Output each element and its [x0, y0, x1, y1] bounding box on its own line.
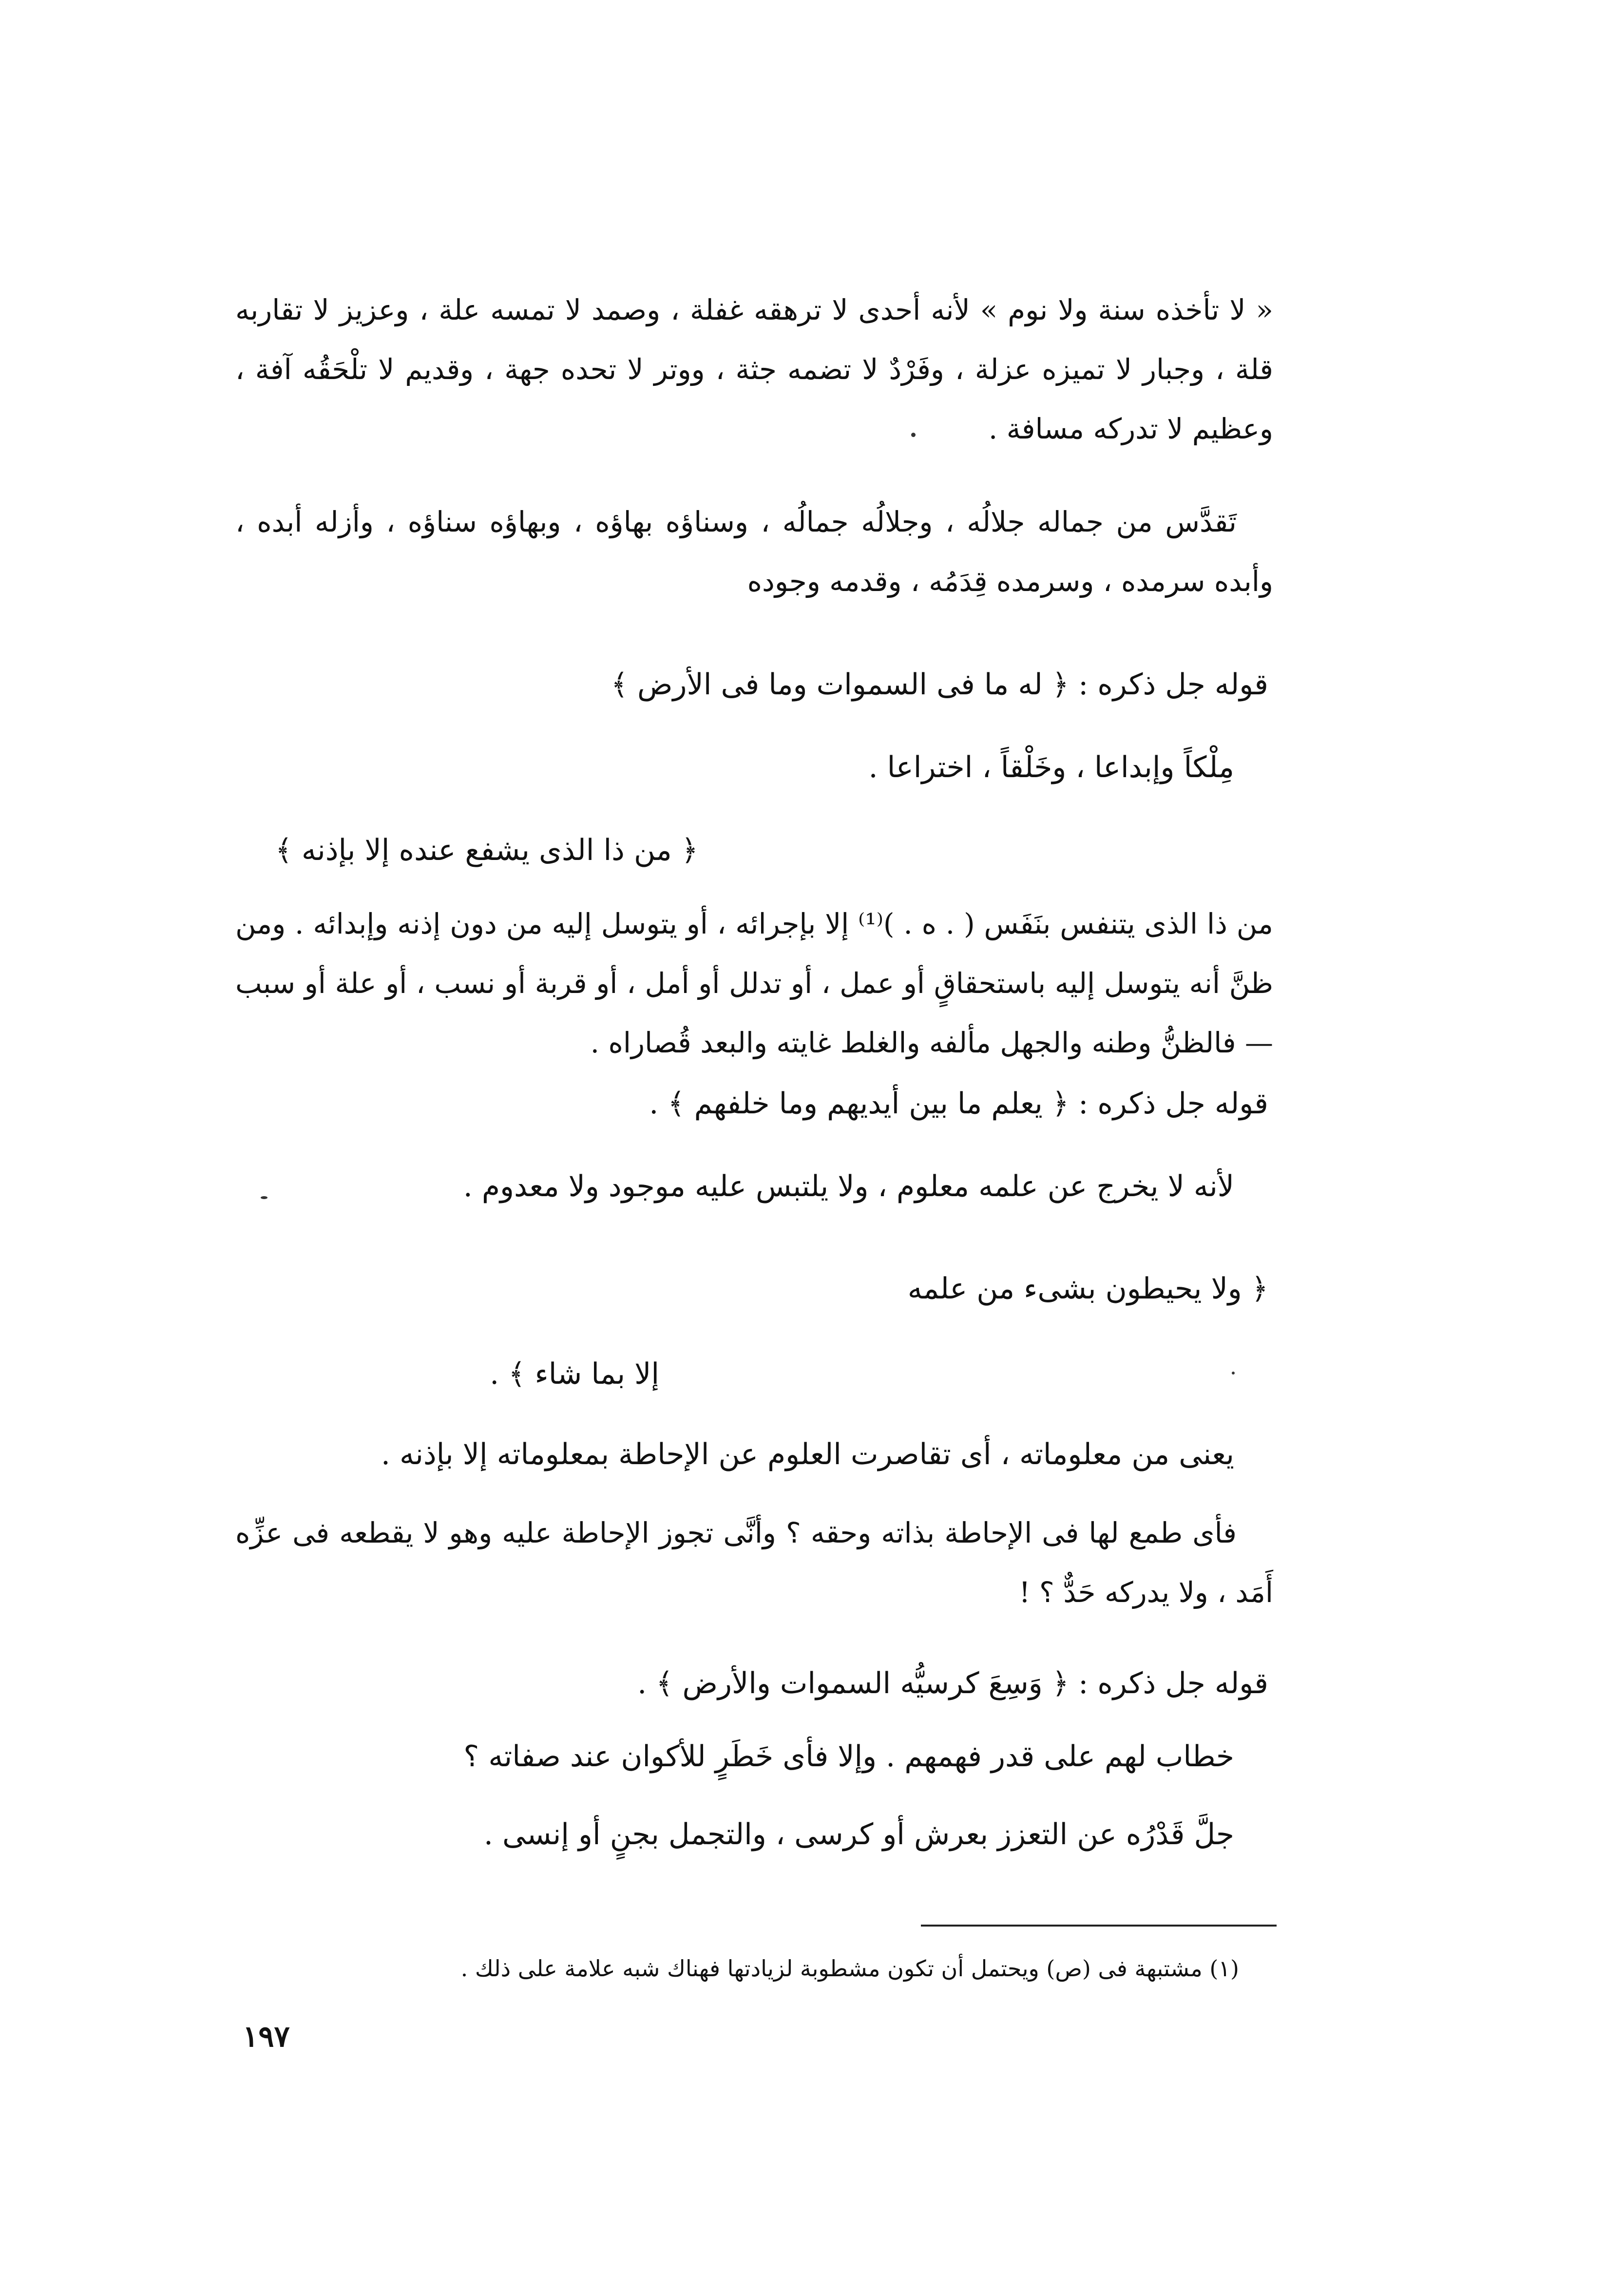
commentary-knowledge: لأنه لا يخرج عن علمه معلوم ، ولا يلتبس عليه موجود ولا معدوم . — [463, 1169, 1234, 1203]
paragraph-essence: فأى طمع لها فى الإحاطة بذاته وحقه ؟ وأنَّى تجوز الإحاطة عليه وهو لا يقطعه فى عزِّه أَمَد ، ولا يدركه حَدٌّ ؟ ! — [235, 1516, 1273, 1609]
verse-heading-intercession: ﴿ من ذا الذى يشفع عنده إلا بإذنه ﴾ — [275, 833, 698, 867]
verse-heading-knowledge: قوله جل ذكره : ﴿ يعلم ما بين أيديهم وما خلفهم ﴾ . — [649, 1087, 1268, 1121]
verse-heading-heavens-earth: قوله جل ذكره : ﴿ له ما فى السموات وما فى الأرض ﴾ — [611, 668, 1268, 702]
commentary-encompass: يعنى من معلوماته ، أى تقاصرت العلوم عن الإحاطة بمعلوماته إلا بإذنه . — [381, 1437, 1234, 1471]
paragraph-sanctity: تَقدَّس من جماله جلالُه ، وجلالُه جمالُه ، وسناؤه بهاؤه ، وبهاؤه سناؤه ، وأزله أبده ، وأبده سرمده ، وسرمده قِدَمُه ، وقدمه وجوده — [235, 505, 1273, 598]
scan-speck — [1232, 1372, 1235, 1375]
verse-heading-encompass-line1: ﴿ ولا يحيطون بشىء من علمه — [907, 1272, 1268, 1306]
scan-speck — [261, 1196, 267, 1199]
verse-heading-kursi: قوله جل ذكره : ﴿ وَسِعَ كرسيُّه السموات والأرض ﴾ . — [637, 1666, 1268, 1700]
commentary-creation: مِلْكاً وإبداعا ، وخَلْقاً ، اختراعا . — [868, 750, 1234, 784]
commentary-kursi-2: جلَّ قَدْرُه عن التعزز بعرش أو كرسى ، والتجمل بجنٍ أو إنسى . — [483, 1817, 1234, 1852]
footnote-separator — [921, 1925, 1277, 1927]
page-number: ١٩٧ — [243, 2020, 290, 2054]
scan-speck — [911, 433, 916, 437]
paragraph-opening: « لا تأخذه سنة ولا نوم » لأنه أحدى لا ترهقه غفلة ، وصمد لا تمسه علة ، وعزيز لا تقاربه قلة ، وجبار لا تميزه عزلة ، وفَرْدٌ لا تضمه جثة ، ووتر لا تحده جهة ، وقديم لا تلْحَقُه آفة ، وعظيم لا تدركه مسافة . — [235, 293, 1273, 445]
verse-heading-encompass-line2: إلا بما شاء ﴾ . — [490, 1357, 659, 1391]
footnote: (١) مشتبهة فى (ص) ويحتمل أن تكون مشطوبة لزيادتها فهناك شبه علامة على ذلك . — [460, 1955, 1239, 1982]
paragraph-intercession: من ذا الذى يتنفس بنَفَس ( . ه . )⁽¹⁾ إلا بإجرائه ، أو يتوسل إليه من دون إذنه وإبدائه . ومن ظنَّ أنه يتوسل إليه باستحقاقٍ أو عمل ، أو تدلل أو أمل ، أو قربة أو نسب ، أو علة أو سبب — فالظنُّ وطنه والجهل مألفه والغلط غايته والبعد قُصاراه . — [235, 907, 1273, 1059]
commentary-kursi-1: خطاب لهم على قدر فهمهم . وإلا فأى خَطَرٍ للأكوان عند صفاته ؟ — [463, 1739, 1234, 1774]
